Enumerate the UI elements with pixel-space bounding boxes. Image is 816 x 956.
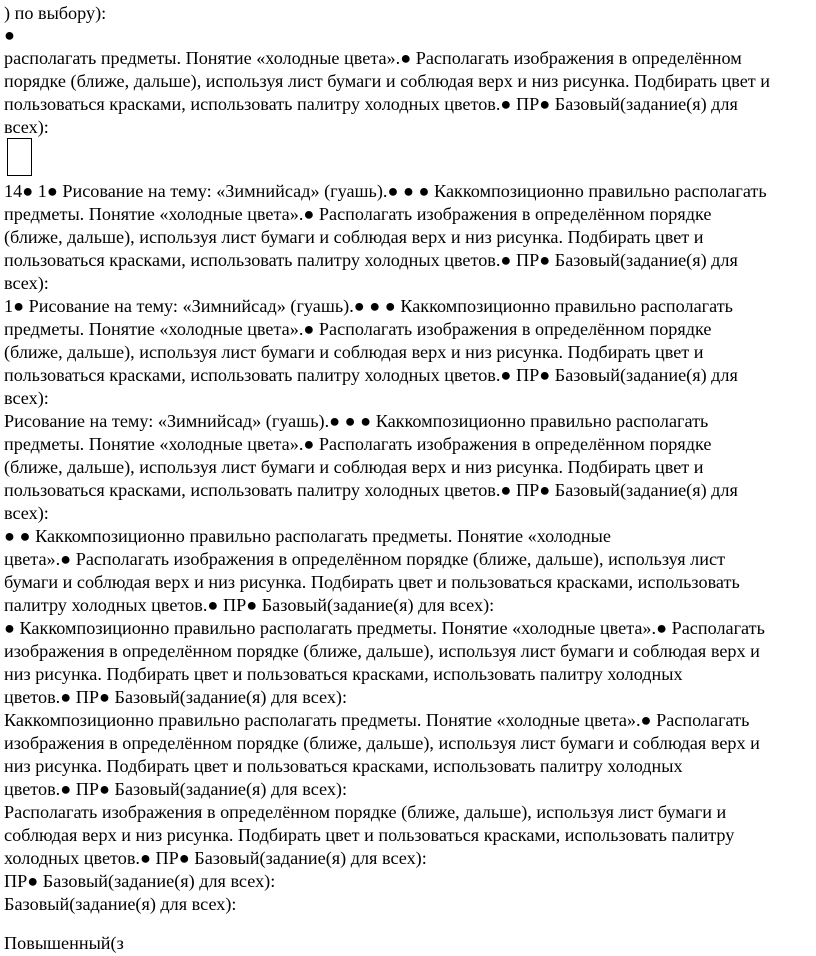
text-line: ПР● Базовый(задание(я) для всех): xyxy=(4,871,276,891)
text-line: всех): xyxy=(4,273,49,293)
text-line: бумаги и соблюдая верх и низ рисунка. Подбирать цвет и пользоваться красками, использовать xyxy=(4,572,740,592)
text-line: (ближе, дальше), используя лист бумаги и соблюдая верх и низ рисунка. Подбирать цвет и xyxy=(4,342,704,362)
text-line: ) по выбору): xyxy=(4,3,107,23)
text-line: цветов.● ПР● Базовый(задание(я) для всех): xyxy=(4,779,348,799)
text-line: цветов.● ПР● Базовый(задание(я) для всех): xyxy=(4,687,348,707)
text-line: всех): xyxy=(4,503,49,523)
text-line: Повышенный(з xyxy=(4,933,124,953)
text-line: изображения в определённом порядке (ближе, дальше), используя лист бумаги и соблюдая верх и xyxy=(4,641,760,661)
text-line: располагать предметы. Понятие «холодные цвета».● Располагать изображения в определённом xyxy=(4,48,742,68)
text-line: пользоваться красками, использовать палитру холодных цветов.● ПР● Базовый(задание(я) для xyxy=(4,94,738,114)
text-line: порядке (ближе, дальше), используя лист бумаги и соблюдая верх и низ рисунка. Подбирать цвет и xyxy=(4,71,771,91)
text-line: пользоваться красками, использовать палитру холодных цветов.● ПР● Базовый(задание(я) для xyxy=(4,480,738,500)
text-line: низ рисунка. Подбирать цвет и пользоваться красками, использовать палитру холодных xyxy=(4,756,683,776)
text-line: предметы. Понятие «холодные цвета».● Располагать изображения в определённом порядке xyxy=(4,319,712,339)
text-line: соблюдая верх и низ рисунка. Подбирать цвет и пользоваться красками, использовать палитру xyxy=(4,825,735,845)
text-line: холодных цветов.● ПР● Базовый(задание(я) для всех): xyxy=(4,848,427,868)
text-line: цвета».● Располагать изображения в определённом порядке (ближе, дальше), используя лист xyxy=(4,549,726,569)
text-line: предметы. Понятие «холодные цвета».● Располагать изображения в определённом порядке xyxy=(4,434,712,454)
text-line: (ближе, дальше), используя лист бумаги и соблюдая верх и низ рисунка. Подбирать цвет и xyxy=(4,457,704,477)
text-line: ● Каккомпозиционно правильно располагать предметы. Понятие «холодные цвета».● Располагать xyxy=(4,618,765,638)
text-line: ● ● Каккомпозиционно правильно располагать предметы. Понятие «холодные xyxy=(4,526,611,546)
text-line: палитру холодных цветов.● ПР● Базовый(задание(я) для всех): xyxy=(4,595,495,615)
text-line: низ рисунка. Подбирать цвет и пользоваться красками, использовать палитру холодных xyxy=(4,664,683,684)
bullet-line: ● xyxy=(4,25,15,45)
text-line: 1● Рисование на тему: «Зимнийсад» (гуашь).● ● ● Каккомпозиционно правильно располагать xyxy=(4,296,733,316)
empty-table-cell xyxy=(7,138,32,176)
text-line: предметы. Понятие «холодные цвета».● Располагать изображения в определённом порядке xyxy=(4,204,712,224)
text-line: 14● 1● Рисование на тему: «Зимнийсад» (гуашь).● ● ● Каккомпозиционно правильно располагать xyxy=(4,181,767,201)
text-line: изображения в определённом порядке (ближе, дальше), используя лист бумаги и соблюдая верх и xyxy=(4,733,760,753)
text-line: Базовый(задание(я) для всех): xyxy=(4,894,237,914)
text-line: всех): xyxy=(4,388,49,408)
text-line: всех): xyxy=(4,117,49,137)
text-line: пользоваться красками, использовать палитру холодных цветов.● ПР● Базовый(задание(я) для xyxy=(4,365,738,385)
text-line: Рисование на тему: «Зимнийсад» (гуашь).● ● ● Каккомпозиционно правильно располагать xyxy=(4,411,709,431)
text-line: Каккомпозиционно правильно располагать предметы. Понятие «холодные цвета».● Располагать xyxy=(4,710,750,730)
text-line: (ближе, дальше), используя лист бумаги и соблюдая верх и низ рисунка. Подбирать цвет и xyxy=(4,227,704,247)
text-line: Располагать изображения в определённом порядке (ближе, дальше), используя лист бумаги и xyxy=(4,802,727,822)
text-line: пользоваться красками, использовать палитру холодных цветов.● ПР● Базовый(задание(я) для xyxy=(4,250,738,270)
